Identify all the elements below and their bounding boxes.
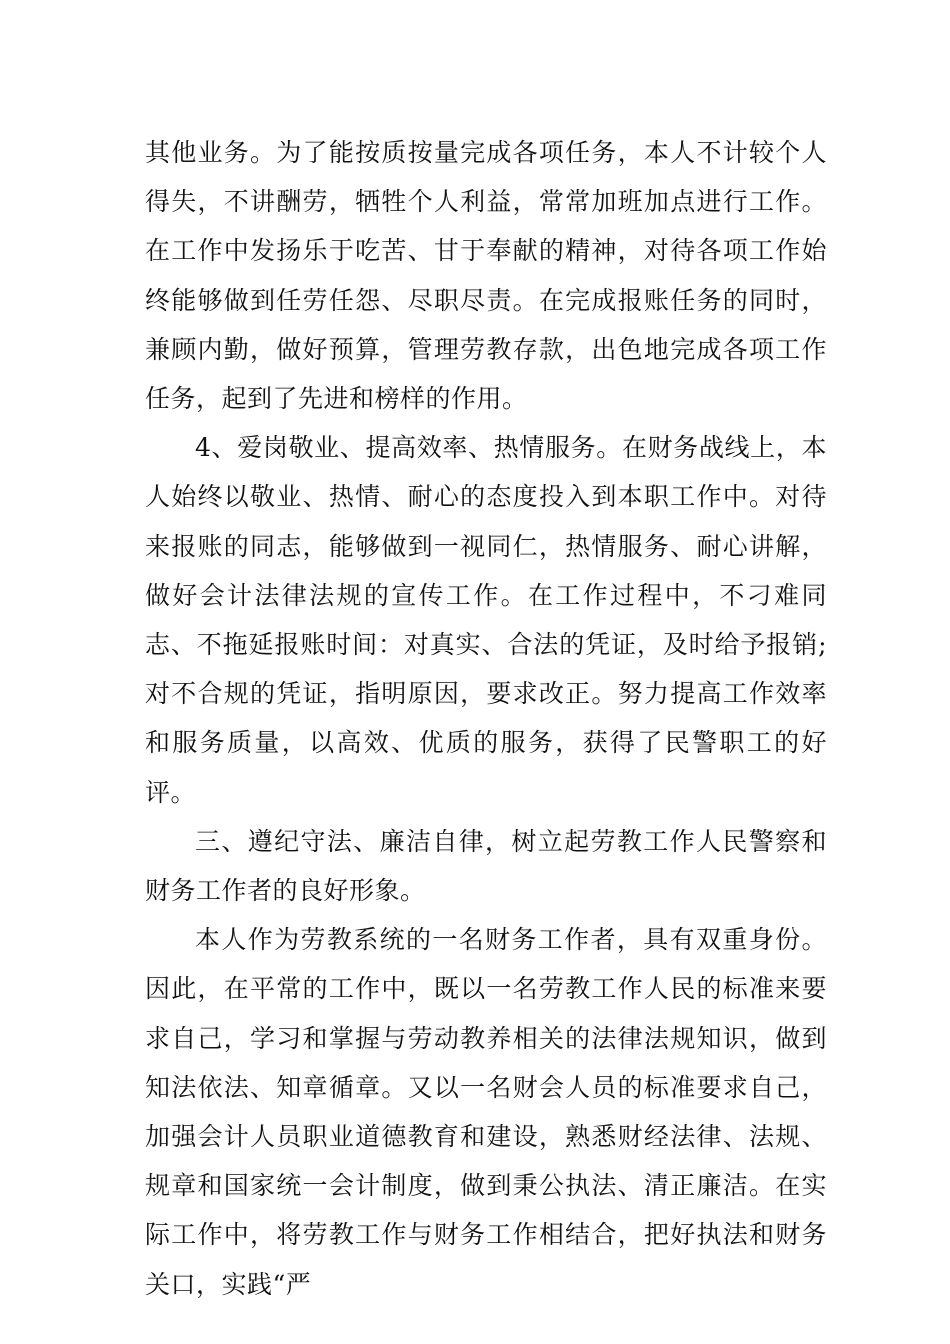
document-body bbox=[145, 128, 827, 1309]
paragraph-1: 其他业务。为了能按质按量完成各项任务，本人不计较个人得失，不讲酬劳，牺牲个人利益，常常加班加点进行工作。在工作中发扬乐于吃苦、甘于奉献的精神，对待各项工作始终能够做到任劳任怨、尽职尽责。在完成报账任务的同时，兼顾内勤，做好预算，管理劳教存款，出色地完成各项工作任务，起到了先进和榜样的作用。 bbox=[145, 138, 827, 414]
paragraph-4: 本人作为劳教系统的一名财务工作者，具有双重身份。因此，在平常的工作中，既以一名劳教工作人民的标准来要求自己，学习和掌握与劳动教养相关的法律法规知识，做到知法依法、知章循章。又以一名财会人员的标准要求自己，加强会计人员职业道德教育和建设，熟悉财经法律、法规、规章和国家统一会计制度，做到秉公执法、清正廉洁。在实际工作中，将劳教工作与财务工作相结合，把好执法和财务关口，实践“严 bbox=[145, 925, 827, 1299]
paragraph-2: 4、爱岗敬业、提高效率、热情服务。在财务战线上，本人始终以敬业、热情、耐心的态度投入到本职工作中。对待来报账的同志，能够做到一视同仁，热情服务、耐心讲解，做好会计法律法规的宣传工作。在工作过程中，不刁难同志、不拖延报账时间：对真实、合法的凭证，及时给予报销;对不合规的凭证，指明原因，要求改正。努力提高工作效率和服务质量，以高效、优质的服务，获得了民警职工的好评。 bbox=[145, 433, 827, 807]
paragraph-3: 三、遵纪守法、廉洁自律，树立起劳教工作人民警察和财务工作者的良好形象。 bbox=[145, 826, 827, 906]
